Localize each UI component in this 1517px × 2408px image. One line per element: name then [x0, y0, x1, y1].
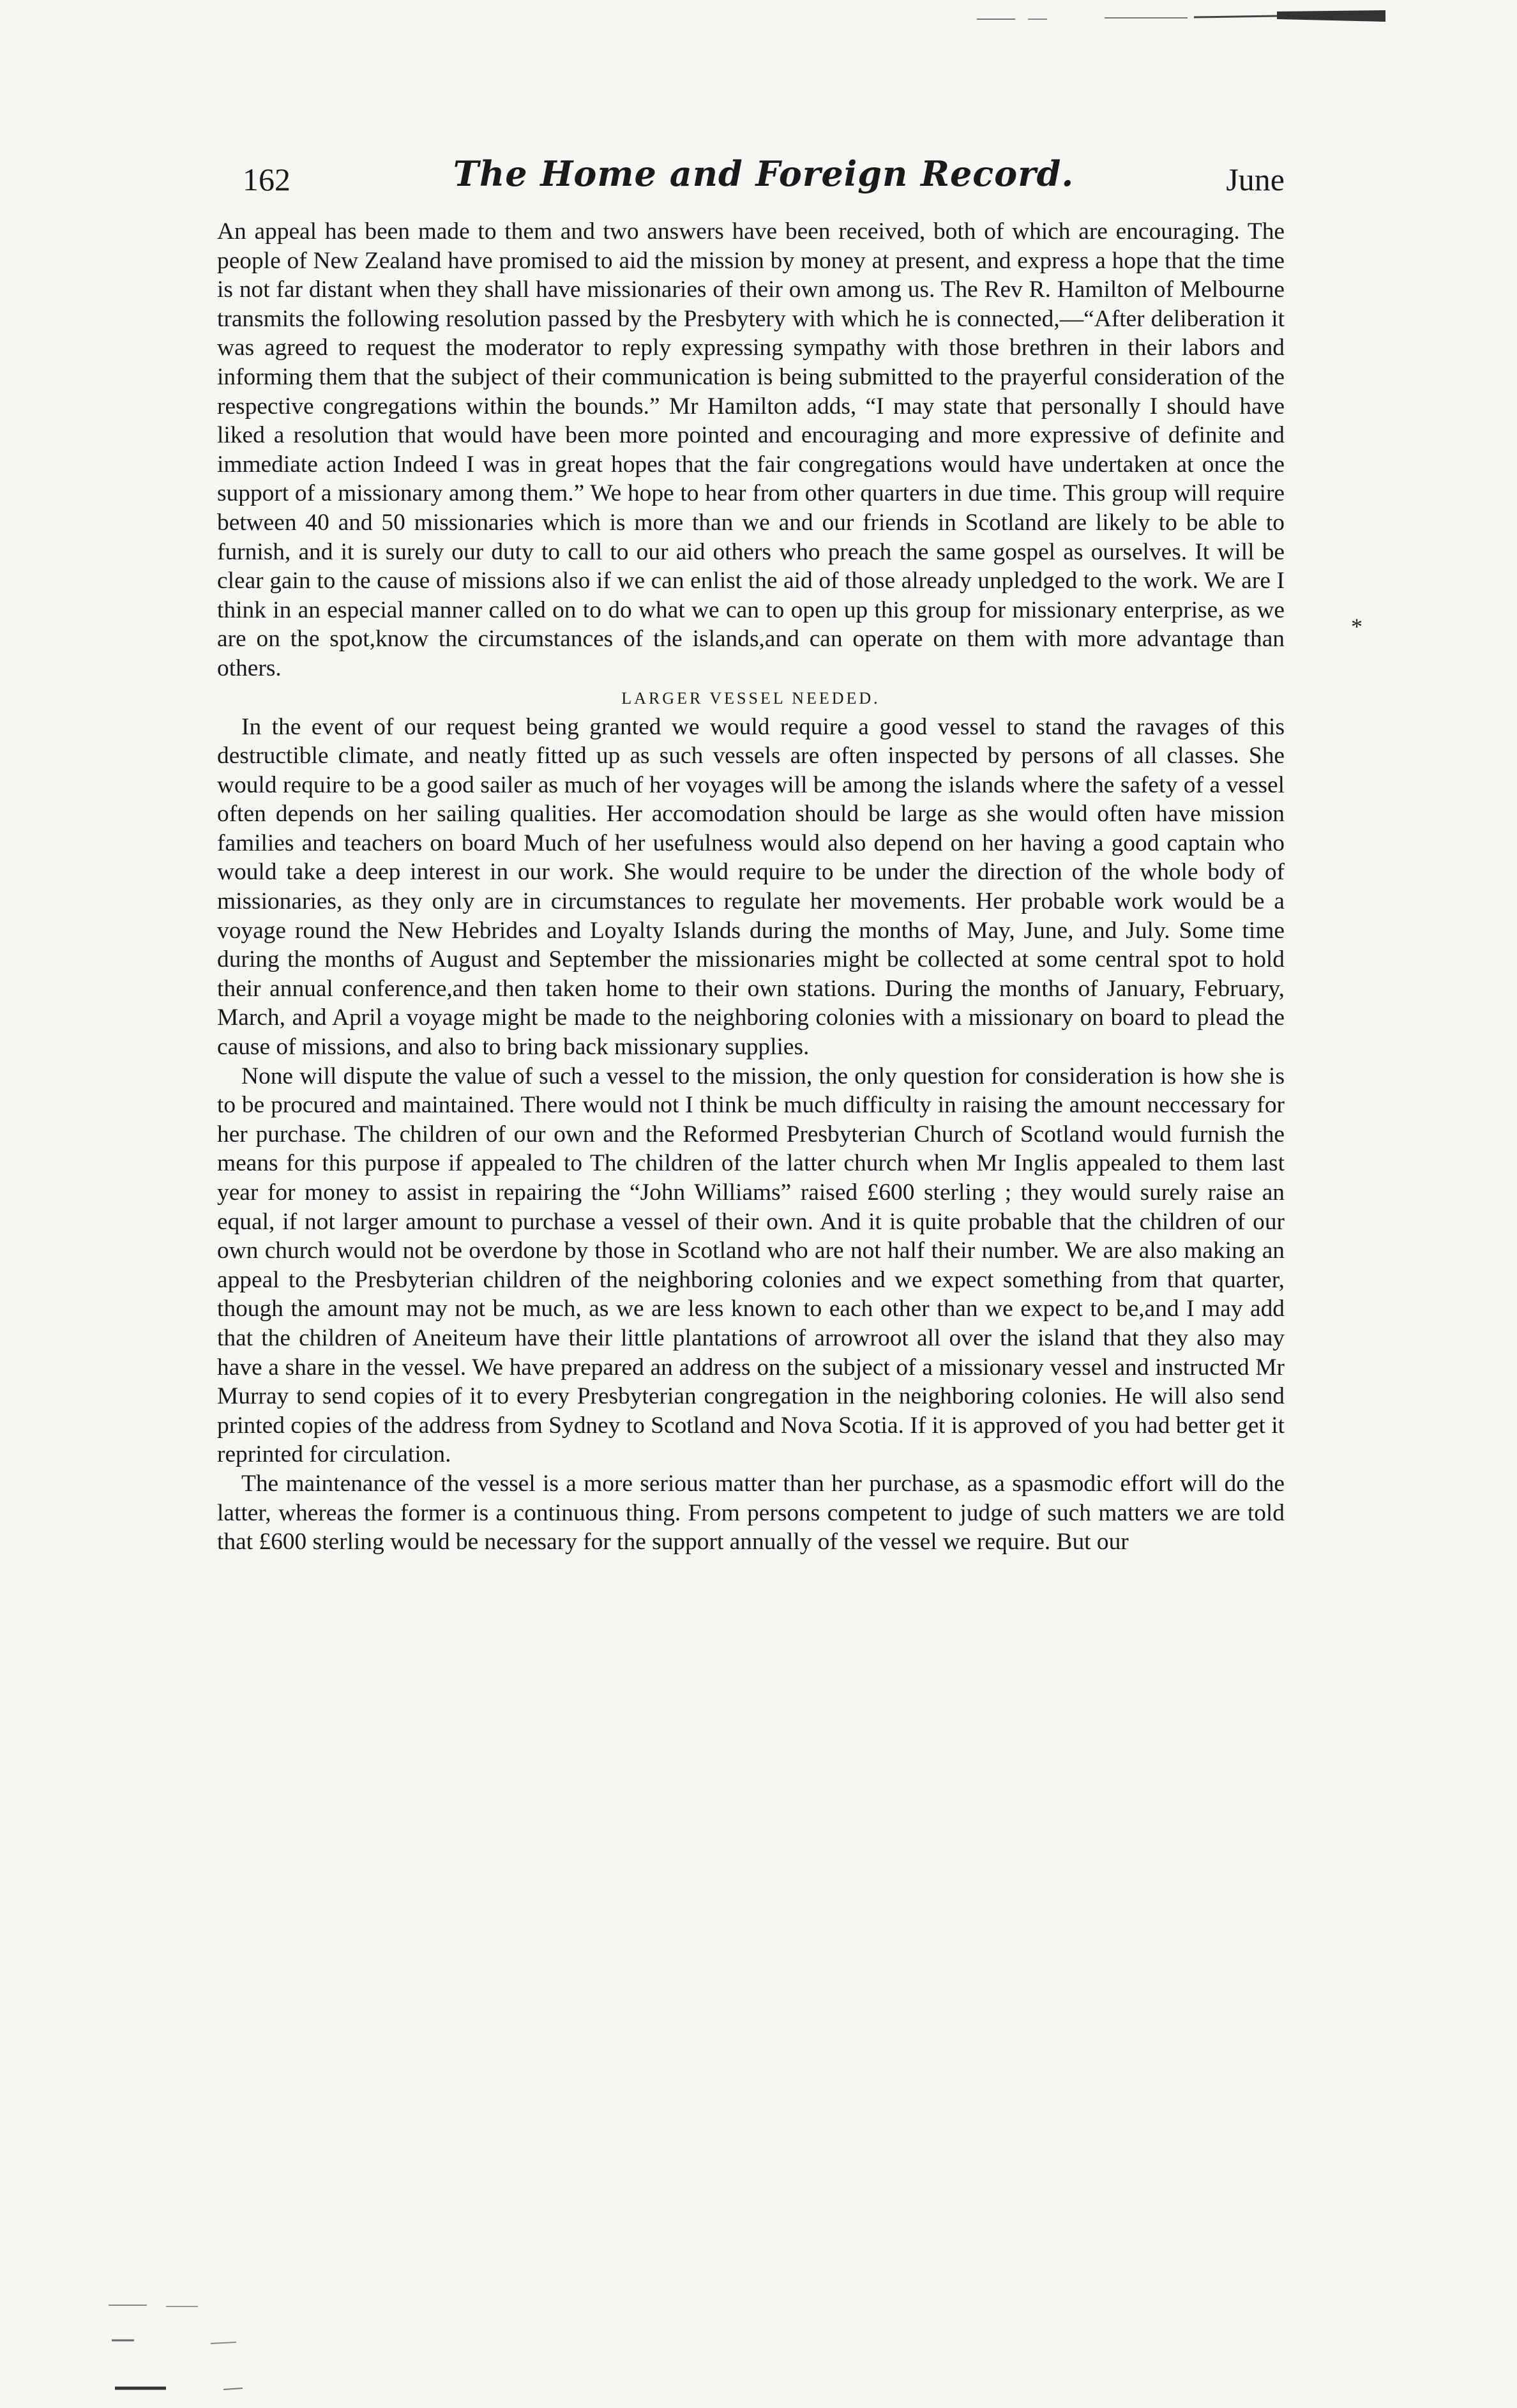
paragraph-vessel-request: In the event of our request being granted we would require a good vessel to stand the ravages of this destructible climate, and neatly fitted up as such vessels are often inspected by persons of all classes. She would require to be a good sailer as much of her voyages will be among the islands where the safety of a vessel often depends on her sailing qualities. Her accomodation should be large as she would often have mission families and teachers on board Much of her usefulness would also depend on her having a good captain who would take a deep interest in our work. She would require to be under the direction of the whole body of missionaries, as they only are in circumstances to regulate her movements. Her probable work would be a voyage round the New Hebrides and Loyalty Islands during the months of May, June, and July. Some time during the months of August and September the missionaries might be collected at some central spot to hold their annual conference,and then taken home to their own stations. During the months of January, February, March, and April a voyage might be made to the neighboring colonies with a missionary on board to plead the cause of missions, and also to bring back missionary supplies.: [217, 713, 1285, 1061]
paragraph-purchase: None will dispute the value of such a vessel to the mission, the only question for consideration is how she is to be procured and maintained. There would not I think be much difficulty in raising the amount neccessary for her purchase. The children of our own and the Reformed Presbyterian Church of Scotland would furnish the means for this purpose if appealed to The children of the latter church when Mr Inglis appealed to them last year for money to assist in repairing the “John Williams” raised £600 sterling ; they would surely raise an equal, if not larger amount to purchase a vessel of their own. And it is quite probable that the children of our own church would not be overdone by those in Scotland who are not half their number. We are also making an appeal to the Presbyterian children of the neighboring colonies and we expect something from that quarter, though the amount may not be much, as we are less known to each other than we expect to be,and I may add that the children of Aneiteum have their little plantations of arrowroot all over the island that they also may have a share in the vessel. We have prepared an address on the subject of a missionary vessel and instructed Mr Murray to send copies of it to every Presbyterian congregation in the neighboring colonies. He will also send printed copies of the address from Sydney to Scotland and Nova Scotia. If it is approved of you had better get it reprinted for circulation.: [217, 1063, 1285, 1468]
section-heading: LARGER VESSEL NEEDED.: [621, 688, 880, 708]
paragraph-appeal: An appeal has been made to them and two answers have been received, both of which are encouraging. The people of New Zealand have promised to aid the mission by money at present, and express a hope that the time is not far distant when they shall have missionaries of their own among us. The Rev R. Hamilton of Melbourne transmits the following resolution passed by the Presbytery with which he is connected,—“After deliberation it was agreed to request the moderator to reply expressing sympathy with those brethren in their labors and informing them that the subject of their communication is being submitted to the prayerful consideration of the respective congregations within the bounds.” Mr Hamilton adds, “I may state that personally I should have liked a resolution that would have been more pointed and encouraging and more expressive of definite and immediate action Indeed I was in great hopes that the fair congregations would have undertaken at once the support of a missionary among them.” We hope to hear from other quarters in due time. This group will require between 40 and 50 missionaries which is more than we and our friends in Scotland are likely to be able to furnish, and it is surely our duty to call to our aid others who preach the same gospel as ourselves. It will be clear gain to the cause of missions also if we can enlist the aid of those already unpledged to the work. We are I think in an especial manner called on to do what we can to open up this group for missionary enterprise, as we are on the spot,know the circumstances of the islands,and can operate on them with more advantage than others.: [217, 218, 1285, 681]
scan-artifact-top: [977, 9, 1385, 26]
margin-asterisk: *: [1351, 614, 1362, 639]
page-header: [243, 148, 1285, 206]
issue-month: June: [1226, 162, 1285, 197]
article-body: [217, 217, 1285, 1557]
page-number: 162: [243, 162, 291, 197]
scan-artifact-bottom: [109, 2292, 453, 2401]
paragraph-maintenance: The maintenance of the vessel is a more serious matter than her purchase, as a spasmodic effort will do the latter, whereas the former is a continuous thing. From persons competent to judge of such matters we are told that £600 sterling would be necessary for the support annually of the vessel we require. But our: [217, 1470, 1285, 1556]
running-title: The Home and Foreign Record.: [453, 153, 1075, 194]
